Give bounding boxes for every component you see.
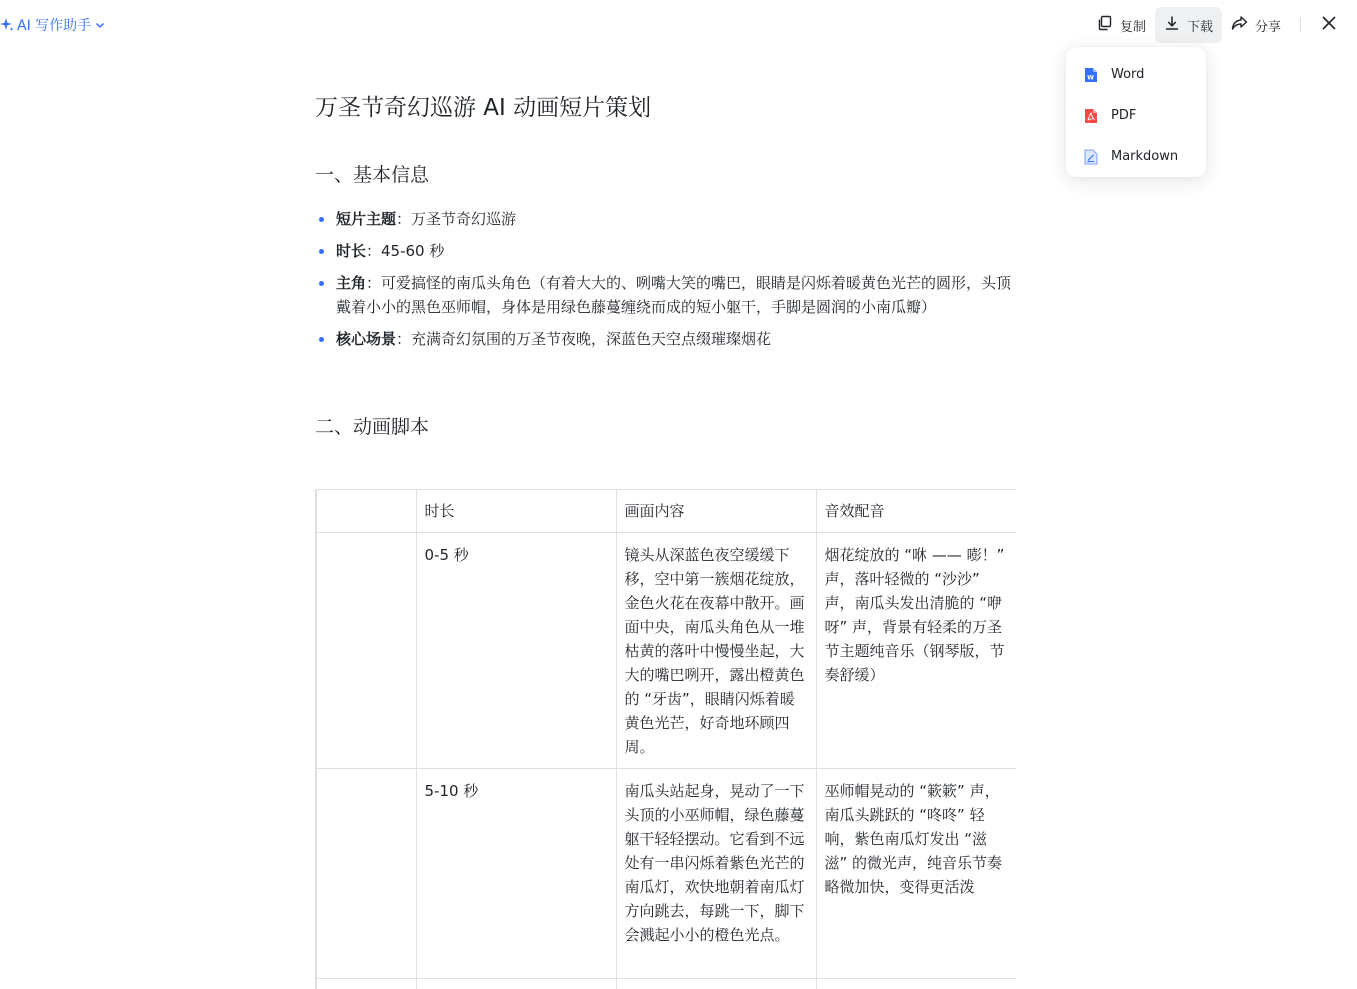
table-cell: 烟花绽放的 “咻 —— 嘭！” 声，落叶轻微的 “沙沙” 声，南瓜头发出清脆的 “咿呀” 声，背景有轻柔的万圣节主题纯音乐（钢琴版，节奏舒缓）: [816, 533, 1016, 769]
share-icon: [1231, 15, 1248, 35]
script-table: [315, 489, 1016, 989]
table-cell: [816, 979, 1016, 989]
list-item: [315, 327, 1015, 351]
list-item: [315, 271, 1015, 319]
table-header-cell: 画面内容: [616, 490, 816, 533]
document-title: 万圣节奇幻巡游 AI 动画短片策划: [315, 89, 651, 122]
table-header-cell: 时长: [416, 490, 616, 533]
list-item-key: 时长: [336, 242, 366, 260]
table-row: [316, 769, 1016, 979]
table-cell: [316, 533, 416, 769]
pdf-option-label: PDF: [1111, 108, 1136, 123]
download-menu: [1066, 47, 1206, 177]
svg-text:W: W: [1087, 74, 1094, 81]
close-icon: [1321, 15, 1337, 35]
markdown-option-label: Markdown: [1111, 149, 1178, 164]
list-item-value: ：万圣节奇幻巡游: [396, 210, 516, 228]
section-heading-animation-script: 二、动画脚本: [315, 412, 429, 439]
download-pdf-option[interactable]: [1066, 95, 1206, 136]
list-item: [315, 239, 1015, 263]
basic-info-list: [315, 207, 1015, 359]
list-item-key: 核心场景: [336, 330, 396, 348]
download-button[interactable]: [1155, 7, 1222, 43]
table-cell: [316, 769, 416, 979]
section-heading-basic-info: 一、基本信息: [315, 160, 429, 187]
list-item-value: ：可爱搞怪的南瓜头角色（有着大大的、咧嘴大笑的嘴巴，眼睛是闪烁着暖黄色光芒的圆形，头顶戴着小小的黑色巫师帽，身体是用绿色藤蔓缠绕而成的短小躯干，手脚是圆润的小南瓜瓣）: [336, 274, 1011, 316]
table-header-row: [316, 490, 1016, 533]
download-markdown-option[interactable]: [1066, 136, 1206, 177]
table-row: [316, 979, 1016, 989]
copy-button[interactable]: [1088, 7, 1155, 43]
list-item: [315, 207, 1015, 231]
download-word-option[interactable]: [1066, 54, 1206, 95]
download-icon: [1164, 15, 1180, 35]
table-cell: [416, 979, 616, 989]
table-cell: 0-5 秒: [416, 533, 616, 769]
word-option-label: Word: [1111, 67, 1144, 82]
toolbar-divider: [1300, 18, 1301, 32]
list-item-value: ：充满奇幻氛围的万圣节夜晚，深蓝色天空点缀璀璨烟花: [396, 330, 771, 348]
table-cell: 巫师帽晃动的 “簌簌” 声，南瓜头跳跃的 “咚咚” 轻响，紫色南瓜灯发出 “滋滋” 的微光声，纯音乐节奏略微加快，变得更活泼: [816, 769, 1016, 979]
ai-writing-assistant-button[interactable]: [0, 14, 106, 36]
table-cell: 南瓜头站起身，晃动了一下头顶的小巫师帽，绿色藤蔓躯干轻轻摆动。它看到不远处有一串闪烁着紫色光芒的南瓜灯，欢快地朝着南瓜灯方向跳去，每跳一下，脚下会溅起小小的橙色光点。: [616, 769, 816, 979]
share-label: 分享: [1255, 16, 1281, 35]
ai-assistant-label: AI 写作助手: [17, 15, 91, 35]
table-header-cell: 音效配音: [816, 490, 1016, 533]
list-item-value: ：45-60 秒: [366, 242, 444, 260]
chevron-down-icon: [94, 19, 106, 31]
share-button[interactable]: [1222, 7, 1290, 43]
toolbar: [1088, 7, 1343, 43]
download-label: 下载: [1187, 16, 1213, 35]
table-cell: [616, 979, 816, 989]
close-button[interactable]: [1315, 7, 1343, 43]
table-row: [316, 533, 1016, 769]
markdown-file-icon: [1084, 149, 1098, 165]
pdf-file-icon: [1084, 108, 1098, 124]
table-cell: 镜头从深蓝色夜空缓缓下移，空中第一簇烟花绽放，金色火花在夜幕中散开。画面中央，南瓜头角色从一堆枯黄的落叶中慢慢坐起，大大的嘴巴咧开，露出橙黄色的 “牙齿”，眼睛闪烁着暖黄色光芒，好奇地环顾四周。: [616, 533, 816, 769]
list-item-key: 短片主题: [336, 210, 396, 228]
copy-icon: [1097, 15, 1113, 35]
table-cell: 5-10 秒: [416, 769, 616, 979]
sparkle-icon: [0, 18, 14, 32]
list-item-key: 主角: [336, 274, 366, 292]
table-cell: [316, 979, 416, 989]
table-header-cell: [316, 490, 416, 533]
word-file-icon: [1084, 67, 1098, 83]
copy-label: 复制: [1120, 16, 1146, 35]
